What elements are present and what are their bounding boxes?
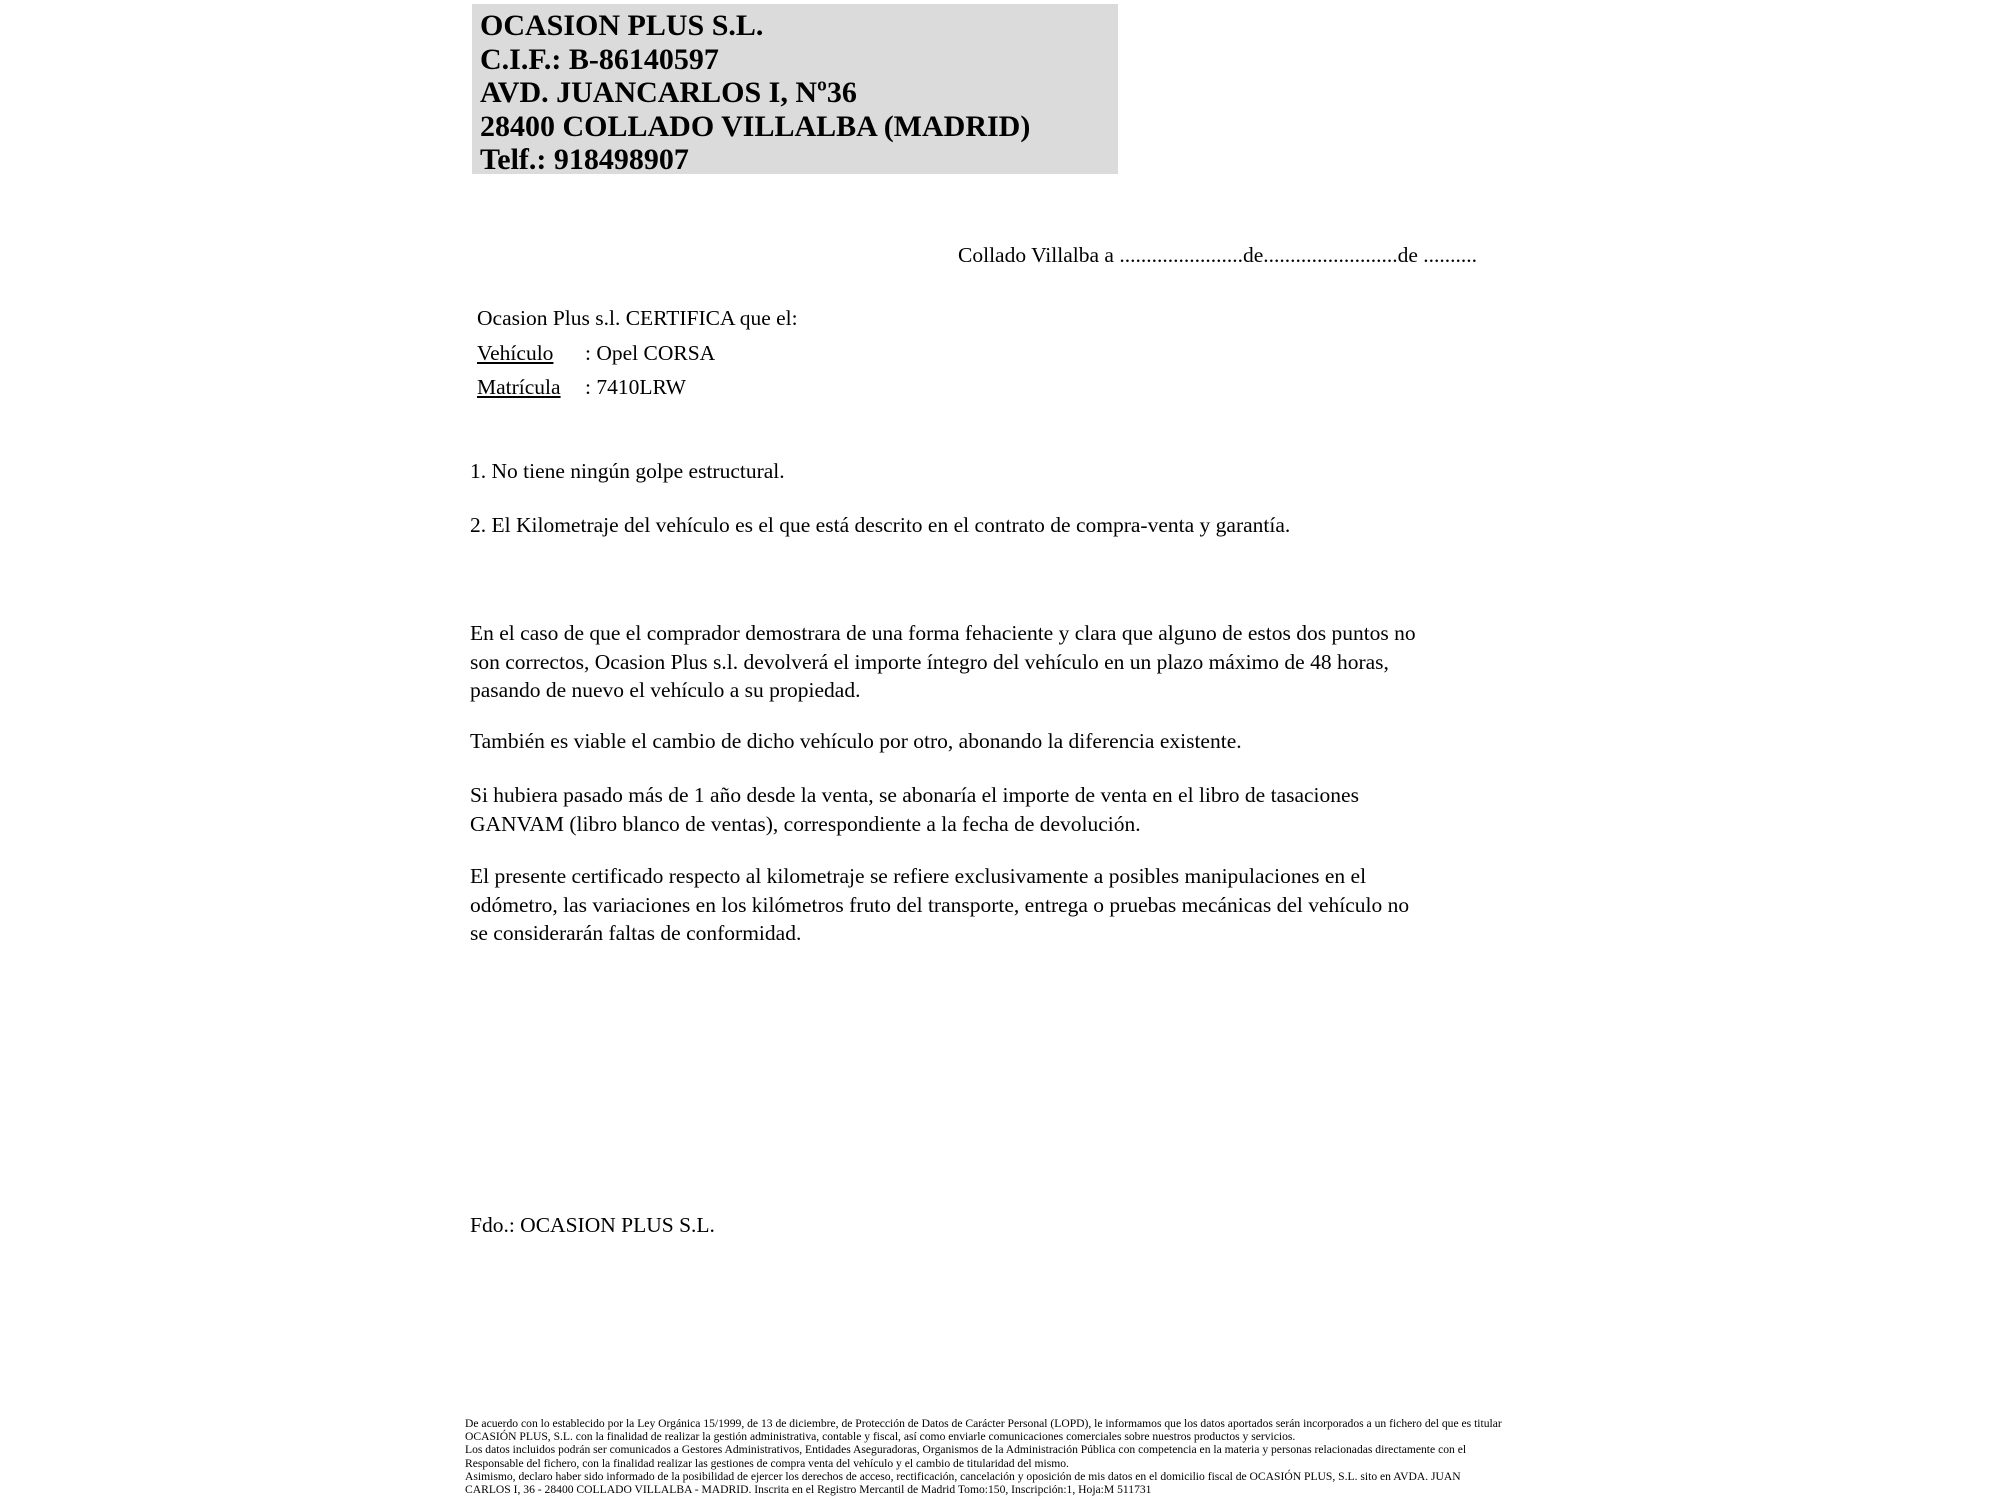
certified-point-2: 2. El Kilometraje del vehículo es el que está descrito en el contrato de compra-venta y garantía. — [470, 513, 1291, 537]
odometer-paragraph — [470, 862, 1409, 948]
plate-value: : 7410LRW — [585, 375, 686, 399]
vehicle-value: : Opel CORSA — [585, 340, 716, 365]
company-address: AVD. JUANCARLOS I, Nº36 — [480, 76, 857, 109]
date-fill-in-line: Collado Villalba a .......................de.........................de .......... — [958, 243, 1478, 267]
paragraph-line: GANVAM (libro blanco de ventas), correspondiente a la fecha de devolución. — [470, 811, 1141, 836]
company-phone: Telf.: 918498907 — [480, 143, 689, 176]
paragraph-line: son correctos, Ocasion Plus s.l. devolverá el importe íntegro del vehículo en un plazo máximo de 48 horas, — [470, 649, 1389, 674]
exchange-paragraph — [470, 727, 1242, 756]
ganvam-paragraph — [470, 781, 1359, 838]
paragraph-line: odómetro, las variaciones en los kilómetros fruto del transporte, entrega o pruebas mecánicas del vehículo no — [470, 892, 1410, 917]
vehicle-row — [477, 336, 798, 371]
company-header-box — [472, 4, 1118, 174]
vehicle-label: Vehículo — [477, 340, 554, 365]
certification-intro: Ocasion Plus s.l. CERTIFICA que el: — [477, 306, 798, 330]
company-city: 28400 COLLADO VILLALBA (MADRID) — [480, 109, 1031, 143]
company-cif: C.I.F.: B-86140597 — [480, 42, 719, 76]
paragraph-line: se considerarán faltas de conformidad. — [470, 921, 802, 946]
paragraph-line: En el caso de que el comprador demostrara de una forma fehaciente y clara que alguno de estos dos puntos no — [470, 621, 1416, 645]
legal-footer-line: Asimismo, declaro haber sido informado de la posibilidad de ejercer los derechos de acceso, rectificación, cancelación y oposición de mis datos en el domicilio fiscal de OCASIÓN PLUS, S.L. sito en AVDA. JUAN — [465, 1469, 1461, 1483]
paragraph-line: También es viable el cambio de dicho vehículo por otro, abonando la diferencia existente. — [470, 729, 1242, 753]
plate-label: Matrícula — [477, 375, 561, 399]
legal-footer-line: Los datos incluidos podrán ser comunicados a Gestores Administrativos, Entidades Aseguradoras, Organismos de la Administración Pública con competencia en la materia y personas relacionadas directamente con el — [465, 1443, 1467, 1457]
plate-row — [477, 370, 798, 405]
paragraph-line: El presente certificado respecto al kilometraje se refiere exclusivamente a posibles manipulaciones en el — [470, 864, 1367, 888]
signature-line: Fdo.: OCASION PLUS S.L. — [470, 1213, 715, 1237]
legal-footer-line: De acuerdo con lo establecido por la Ley Orgánica 15/1999, de 13 de diciembre, de Protección de Datos de Carácter Personal (LOPD), le informamos que los datos aportados serán incorporados a un fichero del que es titular — [465, 1417, 1502, 1430]
paragraph-line: pasando de nuevo el vehículo a su propiedad. — [470, 678, 861, 703]
legal-footer-line: Responsable del fichero, con la finalidad realizar las gestiones de compra venta del vehículo y el cambio de titularidad del mismo. — [465, 1456, 1069, 1470]
legal-footer — [465, 1417, 1502, 1496]
legal-footer-line: OCASIÓN PLUS, S.L. con la finalidad de realizar la gestión administrativa, contable y fiscal, así como enviarle comunicaciones comerciales sobre nuestros productos y servicios. — [465, 1430, 1296, 1444]
certification-block — [477, 301, 798, 405]
certified-point-1: 1. No tiene ningún golpe estructural. — [470, 459, 785, 483]
legal-footer-line: CARLOS I, 36 - 28400 COLLADO VILLALBA - MADRID. Inscrita en el Registro Mercantil de Madrid Tomo:150, Inscripción:1, Hoja:M 511731 — [465, 1483, 1152, 1497]
paragraph-line: Si hubiera pasado más de 1 año desde la venta, se abonaría el importe de venta en el libro de tasaciones — [470, 783, 1359, 807]
company-name: OCASION PLUS S.L. — [480, 9, 764, 42]
refund-paragraph — [470, 619, 1416, 705]
